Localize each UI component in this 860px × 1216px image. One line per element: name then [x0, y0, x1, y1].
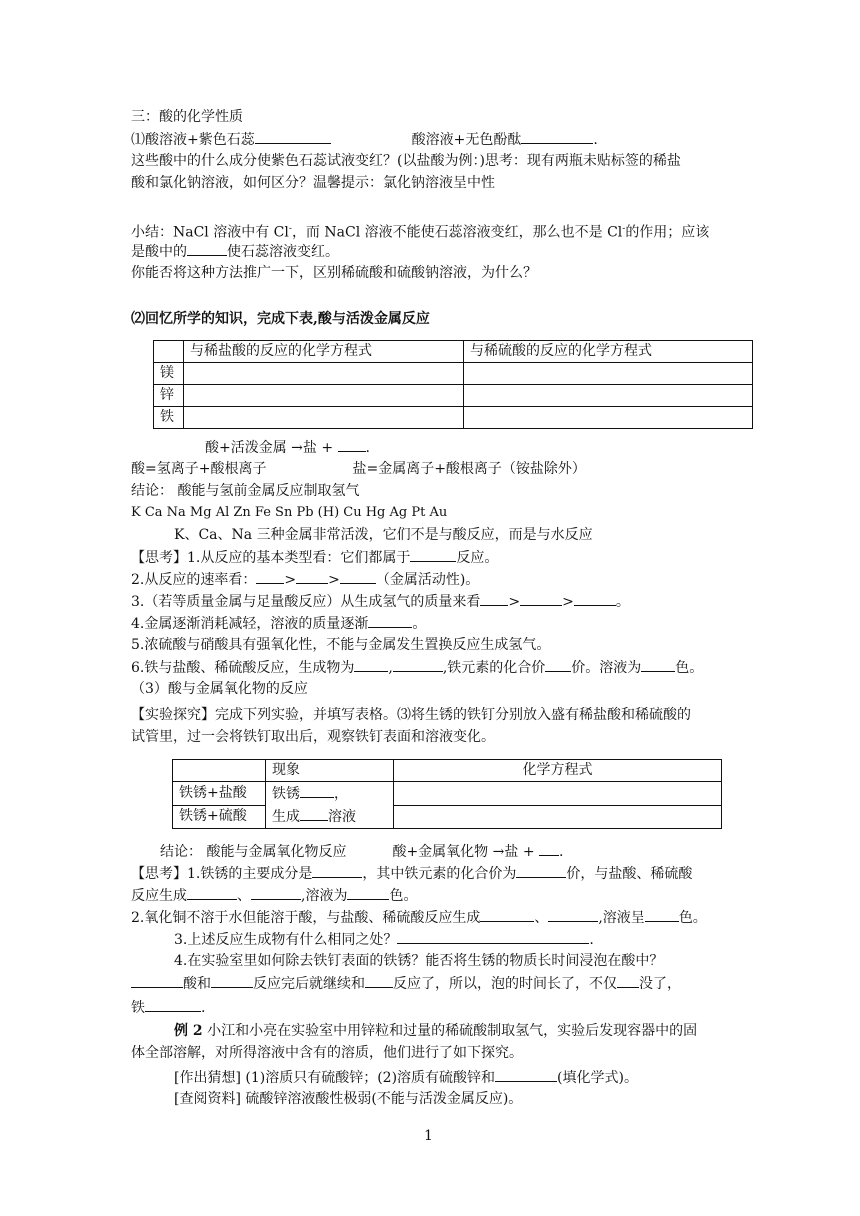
think-line [174, 928, 594, 951]
think-text: 价，与盐酸、稀硫酸 [566, 866, 693, 882]
table-header-cell: 与稀盐酸的反应的化学方程式 [184, 341, 464, 363]
think-text: （金属活动性)。 [375, 572, 480, 588]
blank[interactable] [211, 972, 253, 988]
summary-line [131, 240, 339, 263]
think-line [174, 950, 663, 972]
example-text: 小江和小亮在实验室中用锌粒和过量的稀硫酸制取氢气，实验后发现容器中的固 [202, 1023, 698, 1039]
think-text: 。 [615, 594, 630, 610]
think-line [131, 634, 550, 656]
table-header-row [173, 760, 722, 782]
blank[interactable] [480, 906, 534, 922]
table-header-row [154, 341, 753, 363]
gt-sign: > [284, 572, 297, 588]
table-cell-input[interactable] [464, 385, 753, 407]
blank[interactable] [340, 568, 376, 584]
table-cell-input[interactable] [184, 407, 464, 429]
superscript: - [288, 224, 292, 234]
think-text: ,溶液为 [301, 888, 348, 904]
table-cell: 铁 [154, 407, 184, 429]
table-header-cell [154, 341, 184, 363]
text-line [174, 524, 593, 546]
think-text: 反应生成 [131, 888, 187, 904]
think-text: 3.上述反应生成物有什么相同之处？ [174, 932, 398, 948]
period: . [365, 440, 370, 456]
blank[interactable] [338, 436, 366, 452]
subsection-title-text: ⑵回忆所学的知识，完成下表,酸与活泼金属反应 [131, 311, 430, 327]
think-text: 4.在实验室里如何除去铁钉表面的铁锈？能否将生锈的物质长时间浸泡在酸中？ [174, 953, 664, 969]
table-cell: 锌 [154, 385, 184, 407]
conclusion-line [160, 840, 563, 863]
period: . [593, 132, 598, 148]
blank[interactable] [393, 656, 443, 672]
think-text: ,溶液呈 [598, 910, 645, 926]
conclusion-line [131, 480, 359, 502]
comma: , [388, 660, 393, 676]
blank[interactable] [256, 568, 284, 584]
phenomenon-text: ， [334, 786, 348, 802]
think-text: ,铁元素的化合价 [442, 660, 546, 676]
question-text: 这些酸中的什么成分使紫色石蕊试液变红？(以盐酸为例：)思考：现有两瓶未贴标签的稀盐 [131, 153, 681, 169]
think-text: ，其中铁元素的化合价为 [362, 866, 517, 882]
think-line [131, 546, 498, 569]
table-header-cell: 现象 [266, 760, 394, 782]
period: . [559, 844, 564, 860]
table-cell-input[interactable] [184, 385, 464, 407]
hint-text: 酸和氯化钠溶液，如何区分？温馨提示：氯化钠溶液呈中性 [131, 175, 495, 191]
conclusion-text: 结论： 酸能与氢前金属反应制取氢气 [131, 483, 360, 499]
think-line [131, 656, 703, 679]
blank[interactable] [312, 862, 362, 878]
blank[interactable] [255, 128, 331, 144]
blank[interactable] [480, 590, 508, 606]
think-text: 【思考】1.铁锈的主要成分是 [131, 866, 313, 882]
comma: 、 [237, 888, 251, 904]
blank[interactable] [539, 840, 559, 856]
think-text: 2.从反应的速率看： [131, 572, 257, 588]
think-line [131, 884, 417, 907]
think-text: 。 [412, 616, 427, 632]
equation-line [205, 436, 370, 459]
think-text: 色。 [389, 888, 418, 904]
think-text: 反应了，所以，泡的时间长了，不仅 [393, 976, 617, 992]
phenomenon-text: 生成 [272, 809, 300, 825]
think-line [131, 612, 426, 635]
think-line [131, 568, 479, 591]
example-line [174, 1066, 638, 1089]
think-text: 6.铁与盐酸、稀硫酸反应，生成物为 [131, 660, 355, 676]
blank[interactable] [296, 568, 328, 584]
summary-text: 的作用；应该 [625, 224, 710, 241]
text-line [131, 172, 495, 194]
table-row [173, 805, 722, 829]
gt-sign: > [508, 594, 521, 610]
blank[interactable] [641, 656, 675, 672]
activity-series [131, 502, 447, 524]
phenomenon-text: 溶液 [328, 809, 356, 825]
section-title [131, 106, 243, 128]
blank[interactable] [645, 906, 679, 922]
table-cell-input[interactable] [394, 805, 722, 829]
example-text: (填化学式)。 [557, 1070, 638, 1086]
blank[interactable] [145, 996, 201, 1012]
table-row [154, 407, 753, 429]
think-text: 色。 [675, 660, 704, 676]
think-text: 反应完后就继续和 [253, 976, 365, 992]
table-cell-input[interactable] [464, 363, 753, 385]
definition-text: 盐=金属离子+酸根离子（铵盐除外） [352, 461, 586, 477]
summary-text: 小结：NaCl 溶液中有 Cl [131, 224, 289, 241]
experiment-text: 【实验探究】完成下列实验，并填写表格。⑶将生锈的铁钉分别放入盛有稀盐酸和稀硫酸的 [131, 707, 691, 723]
experiment-line [131, 704, 691, 726]
summary-text: 使石蕊溶液变红。 [227, 244, 339, 260]
think-text: 酸和 [183, 976, 211, 992]
think-text: 没了， [639, 976, 681, 992]
table-row [173, 782, 722, 806]
blank[interactable] [521, 128, 593, 144]
think-line [131, 972, 681, 995]
blank[interactable] [187, 240, 227, 256]
blank[interactable] [574, 590, 616, 606]
blank[interactable] [520, 590, 562, 606]
think-text: 反应。 [456, 550, 499, 566]
think-text: 【思考】1.从反应的基本类型看：它们都属于 [131, 550, 411, 566]
blank[interactable] [187, 884, 237, 900]
table-cell-input[interactable] [184, 363, 464, 385]
think-line [131, 996, 205, 1019]
comma: 、 [534, 910, 549, 926]
table-cell: 镁 [154, 363, 184, 385]
blank[interactable] [548, 906, 598, 922]
blank[interactable] [347, 884, 389, 900]
superscript: - [622, 224, 626, 234]
table-row [154, 385, 753, 407]
subsection-title [131, 678, 308, 700]
table-cell-input[interactable] [394, 782, 722, 806]
rust-reaction-table [172, 759, 722, 829]
think-line [131, 862, 692, 885]
think-text: 色。 [678, 910, 707, 926]
blank[interactable] [495, 1066, 557, 1082]
metal-reaction-table [153, 340, 753, 429]
phenolphthalein-text: 酸溶液+无色酚酞 [411, 132, 522, 148]
blank[interactable] [368, 612, 412, 628]
think-line [131, 590, 630, 613]
section-title-text: 三：酸的化学性质 [131, 109, 243, 125]
example-line [174, 1020, 697, 1042]
summary-text: ，而 NaCl 溶液不能使石蕊溶液变红，那么也不是 Cl [291, 224, 623, 241]
think-text: 铁 [131, 1000, 145, 1016]
example-line [174, 1088, 522, 1110]
experiment-text: 试管里，过一会将铁钉取出后，观察铁钉表面和溶液变化。 [131, 729, 495, 745]
example-text: 体全部溶解，对所得溶液中含有的溶质，他们进行了如下探究。 [131, 1045, 523, 1061]
think-text: 2.氧化铜不溶于水但能溶于酸，与盐酸、稀硫酸反应生成 [131, 910, 481, 926]
table-cell: 铁锈+硫酸 [173, 805, 266, 829]
blank[interactable] [354, 656, 388, 672]
blank[interactable] [516, 862, 566, 878]
period: . [201, 1000, 206, 1016]
table-row [154, 363, 753, 385]
table-header-cell [173, 760, 266, 782]
blank[interactable] [365, 972, 393, 988]
example-label: 例 2 [174, 1023, 203, 1039]
blank[interactable] [251, 884, 301, 900]
indicator-line [131, 128, 598, 151]
blank[interactable] [300, 782, 334, 798]
table-header-cell: 与稀硫酸的反应的化学方程式 [464, 341, 753, 363]
subsection-title [131, 308, 430, 330]
think-text: 5.浓硫酸与硝酸具有强氧化性，不能与金属发生置换反应生成氢气。 [131, 637, 551, 653]
blank[interactable] [545, 656, 571, 672]
example-text: [查阅资料] 硫酸锌溶液酸性极弱(不能与活泼金属反应)。 [174, 1091, 523, 1107]
litmus-text: ⑴酸溶液+紫色石蕊 [131, 132, 255, 148]
phenomenon-cell [266, 782, 394, 829]
gt-sign: > [562, 594, 574, 610]
example-text: [作出猜想] (1)溶质只有硫酸锌；(2)溶质有硫酸锌和 [174, 1070, 496, 1086]
table-header-cell: 化学方程式 [394, 760, 722, 782]
definition-line [131, 458, 586, 480]
conclusion-text: 酸+金属氧化物 →盐 + [392, 844, 539, 860]
think-line [131, 906, 707, 929]
activity-series-text: K Ca Na Mg Al Zn Fe Sn Pb (H) Cu Hg Ag Pt Au [131, 505, 448, 520]
equation-text: 酸+活泼金属 →盐 + [205, 440, 338, 456]
note-text: K、Ca、Na 三种金属非常活泼，它们不是与酸反应，而是与水反应 [174, 527, 593, 543]
text-line [131, 150, 681, 172]
table-cell: 铁锈+盐酸 [173, 782, 266, 806]
experiment-line [131, 726, 495, 748]
phenomenon-text: 铁锈 [272, 786, 300, 802]
summary-text: 是酸中的 [131, 244, 187, 260]
page-number: 1 [424, 1128, 433, 1144]
subsection-title-text: （3）酸与金属氧化物的反应 [131, 681, 308, 697]
think-text: 价。溶液为 [571, 660, 642, 676]
blank[interactable] [300, 805, 328, 821]
blank[interactable] [617, 972, 639, 988]
table-cell-input[interactable] [464, 407, 753, 429]
example-line [131, 1042, 523, 1064]
conclusion-text: 结论： 酸能与金属氧化物反应 [160, 844, 347, 860]
question-text: 你能否将这种方法推广一下，区别稀硫酸和硫酸钠溶液，为什么？ [131, 265, 537, 281]
period: . [589, 932, 594, 948]
blank[interactable] [131, 972, 183, 988]
blank[interactable] [397, 928, 589, 944]
blank[interactable] [410, 546, 456, 562]
think-text: 3.（若等质量金属与足量酸反应）从生成氢气的质量来看 [131, 594, 481, 610]
gt-sign: > [328, 572, 340, 588]
definition-text: 酸=氢离子+酸根离子 [131, 461, 267, 477]
text-line [131, 262, 537, 284]
think-text: 4.金属逐渐消耗减轻，溶液的质量逐渐 [131, 616, 369, 632]
